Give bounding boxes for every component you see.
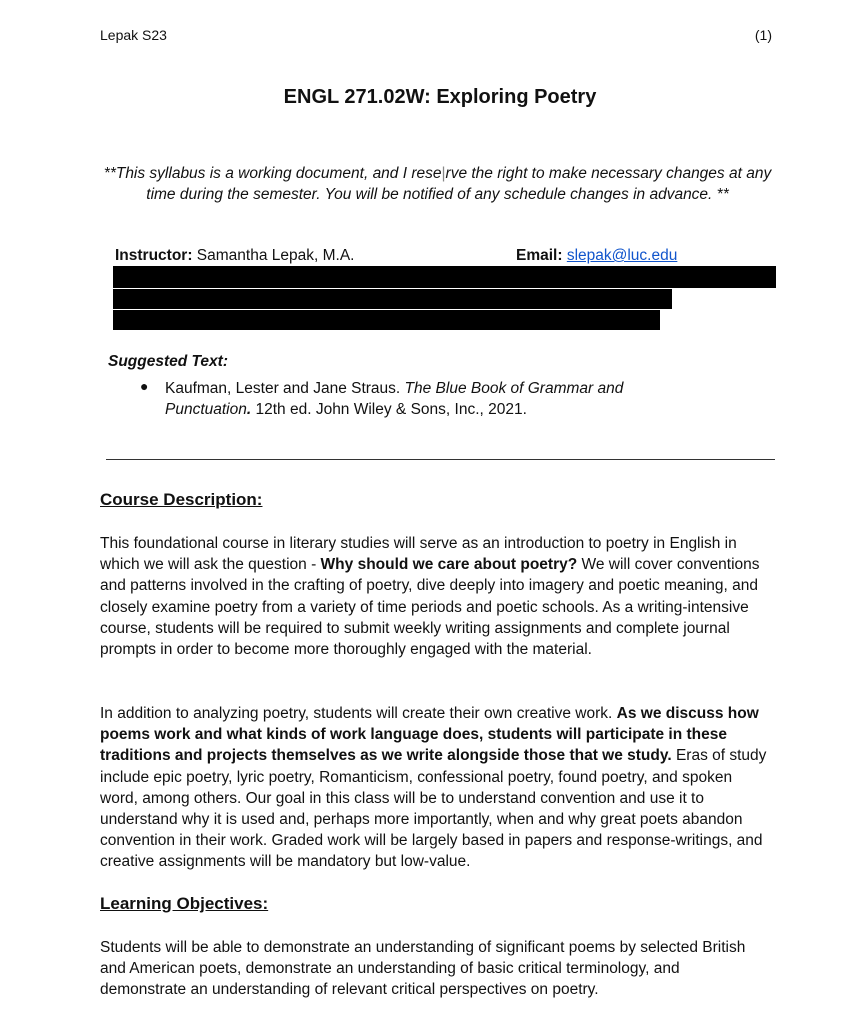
redaction-bar	[113, 289, 672, 309]
learning-objectives-heading: Learning Objectives:	[100, 894, 269, 913]
redaction-bar	[113, 266, 776, 288]
paragraph-text: Eras of study include epic poetry, lyric poetry, Romanticism, confessional poetry, found poetry, and spoken word, among others. Our goal in this class will be to understand convention and use it to understand why it is used and, perhaps more importantly, when and why great poets abandon convention in their work. Graded work will be largely based in papers and response-writings, and creative assignments will be mandatory but low-value.	[100, 747, 767, 871]
suggested-text-heading: Suggested Text:	[108, 353, 228, 370]
disclaimer-text-part2: rve the right to make necessary changes at any time during the semester. You will be notified of any schedule changes in advance. **	[146, 165, 772, 203]
instructor-name: Samantha Lepak, M.A.	[192, 247, 355, 264]
document-title: ENGL 271.02W: Exploring Poetry	[283, 86, 597, 108]
email-line	[516, 247, 677, 265]
course-description-heading: Course Description:	[100, 490, 263, 509]
paragraph-text: In addition to analyzing poetry, students will create their own creative work.	[100, 705, 617, 722]
citation-authors: Kaufman, Lester and Jane Straus.	[165, 380, 405, 397]
text-cursor: |	[441, 165, 446, 182]
paragraph-text: We will cover conventions and patterns involved in the crafting of poetry, dive deeply into imagery and poetic meaning, and closely examine poetry from a variety of time periods and poetic schools. As a writing-intensive course, students will be required to submit weekly writing assignments and complete journal prompts in order to become more thoroughly engaged with the material.	[100, 556, 760, 659]
course-description-paragraph-2	[100, 703, 768, 873]
paragraph-text: This foundational course in literary studies will serve as an introduction to poetry in English in which we will ask the question -	[100, 535, 737, 574]
disclaimer-text-part1: **This syllabus is a working document, and I rese	[103, 165, 442, 182]
instructor-line	[115, 247, 354, 265]
syllabus-disclaimer	[100, 163, 775, 205]
citation-details: 12th ed. John Wiley & Sons, Inc., 2021.	[251, 401, 527, 418]
citation-title-period: .	[246, 401, 252, 418]
paragraph-bold-text: As we discuss how poems work and what kinds of work language does, students will participate in these traditions and projects themselves as we write alongside those that we study.	[100, 705, 759, 765]
email-label: Email:	[516, 247, 563, 264]
bullet-icon: ●	[140, 378, 149, 394]
citation-book-title: The Blue Book of Grammar and Punctuation	[165, 380, 624, 418]
learning-objectives-paragraph: Students will be able to demonstrate an understanding of significant poems by selected British and American poets, demonstrate an understanding of basic critical terminology, and demonstrate an understanding of relevant critical perspectives on poetry.	[100, 939, 746, 999]
page-number: (1)	[754, 27, 772, 43]
horizontal-divider	[106, 459, 775, 460]
suggested-text-citation	[165, 378, 665, 420]
running-header-left: Lepak S23	[100, 27, 167, 43]
redaction-bar	[113, 310, 660, 330]
instructor-label: Instructor:	[115, 247, 193, 264]
course-description-paragraph-1	[100, 533, 768, 660]
email-link[interactable]: slepak@luc.edu	[566, 247, 678, 264]
paragraph-bold-text: Why should we care about poetry?	[320, 556, 578, 574]
